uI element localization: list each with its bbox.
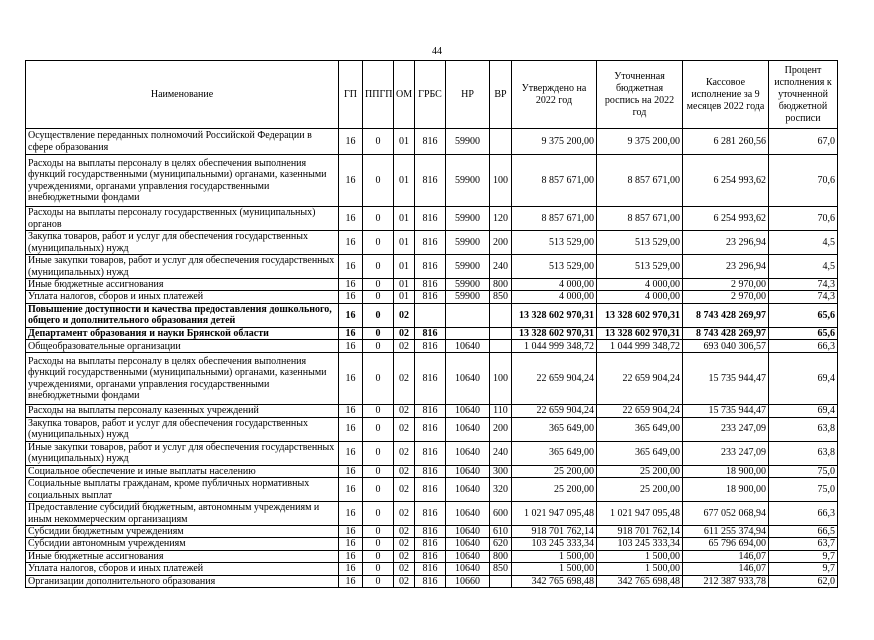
cell-cash: 2 970,00 bbox=[683, 291, 769, 303]
cell-percent: 75,0 bbox=[769, 478, 838, 502]
cell-np: 59900 bbox=[446, 231, 490, 255]
cell-np: 59900 bbox=[446, 255, 490, 279]
cell-om: 02 bbox=[394, 538, 415, 550]
cell-percent: 4,5 bbox=[769, 255, 838, 279]
cell-vr: 240 bbox=[490, 441, 512, 465]
cell-approved: 22 659 904,24 bbox=[512, 405, 597, 417]
cell-gp: 16 bbox=[339, 405, 363, 417]
cell-cash: 65 796 694,00 bbox=[683, 538, 769, 550]
cell-cash: 15 735 944,47 bbox=[683, 405, 769, 417]
cell-vr: 600 bbox=[490, 502, 512, 526]
header-percent: Процент исполнения к уточненной бюджетной росписи bbox=[769, 61, 838, 129]
cell-grbs bbox=[415, 303, 446, 327]
cell-om: 01 bbox=[394, 231, 415, 255]
cell-refined: 1 021 947 095,48 bbox=[597, 502, 683, 526]
table-row bbox=[26, 291, 838, 303]
cell-grbs: 816 bbox=[415, 231, 446, 255]
cell-grbs: 816 bbox=[415, 550, 446, 562]
cell-grbs: 816 bbox=[415, 575, 446, 587]
cell-approved: 1 044 999 348,72 bbox=[512, 340, 597, 353]
cell-name: Общеобразовательные организации bbox=[26, 340, 339, 353]
cell-cash: 15 735 944,47 bbox=[683, 353, 769, 405]
cell-name: Иные закупки товаров, работ и услуг для обеспечения государственных (муниципальных) нужд bbox=[26, 255, 339, 279]
cell-ppgp: 0 bbox=[363, 291, 394, 303]
cell-approved: 13 328 602 970,31 bbox=[512, 327, 597, 339]
header-grbs: ГРБС bbox=[415, 61, 446, 129]
cell-ppgp: 0 bbox=[363, 207, 394, 231]
cell-name: Субсидии автономным учреждениям bbox=[26, 538, 339, 550]
table-row bbox=[26, 550, 838, 562]
cell-cash: 2 970,00 bbox=[683, 279, 769, 291]
cell-om: 02 bbox=[394, 502, 415, 526]
header-ppgp: ППГП bbox=[363, 61, 394, 129]
cell-gp: 16 bbox=[339, 255, 363, 279]
cell-vr: 240 bbox=[490, 255, 512, 279]
cell-grbs: 816 bbox=[415, 538, 446, 550]
cell-cash: 8 743 428 269,97 bbox=[683, 303, 769, 327]
cell-cash: 611 255 374,94 bbox=[683, 526, 769, 538]
header-vr: ВР bbox=[490, 61, 512, 129]
cell-om: 02 bbox=[394, 465, 415, 477]
cell-vr bbox=[490, 327, 512, 339]
table-row bbox=[26, 279, 838, 291]
cell-vr: 320 bbox=[490, 478, 512, 502]
header-row bbox=[26, 61, 838, 129]
cell-gp: 16 bbox=[339, 353, 363, 405]
cell-gp: 16 bbox=[339, 575, 363, 587]
cell-vr bbox=[490, 303, 512, 327]
table-row bbox=[26, 575, 838, 587]
cell-gp: 16 bbox=[339, 465, 363, 477]
cell-approved: 25 200,00 bbox=[512, 478, 597, 502]
cell-cash: 23 296,94 bbox=[683, 231, 769, 255]
cell-cash: 6 281 260,56 bbox=[683, 129, 769, 155]
cell-om: 01 bbox=[394, 255, 415, 279]
cell-approved: 4 000,00 bbox=[512, 291, 597, 303]
cell-grbs: 816 bbox=[415, 291, 446, 303]
cell-ppgp: 0 bbox=[363, 231, 394, 255]
cell-ppgp: 0 bbox=[363, 279, 394, 291]
cell-percent: 74,3 bbox=[769, 279, 838, 291]
cell-name: Расходы на выплаты персоналу государственных (муниципальных) органов bbox=[26, 207, 339, 231]
cell-cash: 146,07 bbox=[683, 550, 769, 562]
cell-approved: 1 021 947 095,48 bbox=[512, 502, 597, 526]
cell-name: Осуществление переданных полномочий Российской Федерации в сфере образования bbox=[26, 129, 339, 155]
cell-np bbox=[446, 303, 490, 327]
cell-percent: 70,6 bbox=[769, 155, 838, 207]
table-row bbox=[26, 417, 838, 441]
cell-np: 10640 bbox=[446, 340, 490, 353]
cell-om: 02 bbox=[394, 340, 415, 353]
cell-refined: 513 529,00 bbox=[597, 255, 683, 279]
cell-np: 10640 bbox=[446, 417, 490, 441]
cell-gp: 16 bbox=[339, 550, 363, 562]
cell-refined: 365 649,00 bbox=[597, 441, 683, 465]
cell-refined: 9 375 200,00 bbox=[597, 129, 683, 155]
cell-refined: 342 765 698,48 bbox=[597, 575, 683, 587]
cell-np: 10640 bbox=[446, 353, 490, 405]
table-row bbox=[26, 563, 838, 575]
cell-gp: 16 bbox=[339, 417, 363, 441]
cell-gp: 16 bbox=[339, 231, 363, 255]
cell-np: 10640 bbox=[446, 502, 490, 526]
cell-vr: 800 bbox=[490, 550, 512, 562]
cell-grbs: 816 bbox=[415, 327, 446, 339]
cell-grbs: 816 bbox=[415, 405, 446, 417]
cell-om: 02 bbox=[394, 353, 415, 405]
cell-ppgp: 0 bbox=[363, 478, 394, 502]
cell-np: 10640 bbox=[446, 526, 490, 538]
cell-cash: 6 254 993,62 bbox=[683, 207, 769, 231]
cell-np: 59900 bbox=[446, 207, 490, 231]
table-row bbox=[26, 526, 838, 538]
cell-np: 59900 bbox=[446, 279, 490, 291]
cell-vr: 620 bbox=[490, 538, 512, 550]
cell-np: 10660 bbox=[446, 575, 490, 587]
cell-om: 01 bbox=[394, 207, 415, 231]
cell-grbs: 816 bbox=[415, 526, 446, 538]
cell-refined: 8 857 671,00 bbox=[597, 207, 683, 231]
cell-name: Организации дополнительного образования bbox=[26, 575, 339, 587]
cell-name: Закупка товаров, работ и услуг для обеспечения государственных (муниципальных) нужд bbox=[26, 231, 339, 255]
cell-percent: 9,7 bbox=[769, 563, 838, 575]
cell-percent: 66,5 bbox=[769, 526, 838, 538]
cell-percent: 4,5 bbox=[769, 231, 838, 255]
cell-approved: 8 857 671,00 bbox=[512, 207, 597, 231]
cell-cash: 146,07 bbox=[683, 563, 769, 575]
cell-om: 02 bbox=[394, 417, 415, 441]
table-body bbox=[26, 129, 838, 588]
cell-grbs: 816 bbox=[415, 207, 446, 231]
header-cash: Кассовое исполнение за 9 месяцев 2022 года bbox=[683, 61, 769, 129]
cell-ppgp: 0 bbox=[363, 129, 394, 155]
cell-name: Предоставление субсидий бюджетным, автономным учреждениям и иным некоммерческим организациям bbox=[26, 502, 339, 526]
cell-name: Иные закупки товаров, работ и услуг для обеспечения государственных (муниципальных) нужд bbox=[26, 441, 339, 465]
cell-percent: 69,4 bbox=[769, 405, 838, 417]
cell-cash: 18 900,00 bbox=[683, 478, 769, 502]
cell-om: 02 bbox=[394, 575, 415, 587]
cell-approved: 342 765 698,48 bbox=[512, 575, 597, 587]
cell-refined: 365 649,00 bbox=[597, 417, 683, 441]
cell-grbs: 816 bbox=[415, 441, 446, 465]
cell-om: 01 bbox=[394, 291, 415, 303]
cell-name: Уплата налогов, сборов и иных платежей bbox=[26, 563, 339, 575]
table-row bbox=[26, 231, 838, 255]
cell-refined: 1 500,00 bbox=[597, 550, 683, 562]
cell-approved: 103 245 333,34 bbox=[512, 538, 597, 550]
table-row bbox=[26, 303, 838, 327]
cell-cash: 677 052 068,94 bbox=[683, 502, 769, 526]
cell-refined: 103 245 333,34 bbox=[597, 538, 683, 550]
cell-gp: 16 bbox=[339, 526, 363, 538]
cell-name: Субсидии бюджетным учреждениям bbox=[26, 526, 339, 538]
cell-refined: 13 328 602 970,31 bbox=[597, 303, 683, 327]
cell-ppgp: 0 bbox=[363, 405, 394, 417]
cell-vr: 850 bbox=[490, 563, 512, 575]
cell-ppgp: 0 bbox=[363, 563, 394, 575]
cell-gp: 16 bbox=[339, 563, 363, 575]
header-refined: Уточненная бюджетная роспись на 2022 год bbox=[597, 61, 683, 129]
cell-refined: 1 044 999 348,72 bbox=[597, 340, 683, 353]
cell-np: 10640 bbox=[446, 563, 490, 575]
cell-np: 59900 bbox=[446, 291, 490, 303]
cell-name: Закупка товаров, работ и услуг для обеспечения государственных (муниципальных) нужд bbox=[26, 417, 339, 441]
cell-name: Расходы на выплаты персоналу в целях обеспечения выполнения функций государственными (муниципальными) органами, казенными учреждениями, органами управления государственными внебюджетными фондами bbox=[26, 353, 339, 405]
cell-om: 02 bbox=[394, 405, 415, 417]
cell-cash: 233 247,09 bbox=[683, 417, 769, 441]
cell-om: 01 bbox=[394, 279, 415, 291]
cell-np bbox=[446, 327, 490, 339]
cell-om: 02 bbox=[394, 327, 415, 339]
table-row bbox=[26, 405, 838, 417]
cell-vr bbox=[490, 129, 512, 155]
cell-refined: 1 500,00 bbox=[597, 563, 683, 575]
cell-grbs: 816 bbox=[415, 502, 446, 526]
cell-refined: 25 200,00 bbox=[597, 478, 683, 502]
cell-np: 10640 bbox=[446, 405, 490, 417]
cell-approved: 1 500,00 bbox=[512, 563, 597, 575]
cell-percent: 66,3 bbox=[769, 340, 838, 353]
cell-name: Повышение доступности и качества предоставления дошкольного, общего и дополнительного образования детей bbox=[26, 303, 339, 327]
cell-vr: 200 bbox=[490, 417, 512, 441]
cell-ppgp: 0 bbox=[363, 526, 394, 538]
cell-ppgp: 0 bbox=[363, 255, 394, 279]
table-row bbox=[26, 441, 838, 465]
cell-ppgp: 0 bbox=[363, 502, 394, 526]
cell-ppgp: 0 bbox=[363, 575, 394, 587]
cell-ppgp: 0 bbox=[363, 538, 394, 550]
cell-percent: 69,4 bbox=[769, 353, 838, 405]
cell-percent: 9,7 bbox=[769, 550, 838, 562]
cell-gp: 16 bbox=[339, 291, 363, 303]
table-row bbox=[26, 155, 838, 207]
cell-refined: 13 328 602 970,31 bbox=[597, 327, 683, 339]
cell-approved: 513 529,00 bbox=[512, 255, 597, 279]
cell-percent: 66,3 bbox=[769, 502, 838, 526]
cell-refined: 22 659 904,24 bbox=[597, 353, 683, 405]
cell-vr bbox=[490, 340, 512, 353]
cell-gp: 16 bbox=[339, 538, 363, 550]
cell-vr: 120 bbox=[490, 207, 512, 231]
table-row bbox=[26, 465, 838, 477]
cell-ppgp: 0 bbox=[363, 155, 394, 207]
cell-cash: 212 387 933,78 bbox=[683, 575, 769, 587]
cell-percent: 62,0 bbox=[769, 575, 838, 587]
cell-grbs: 816 bbox=[415, 417, 446, 441]
cell-refined: 8 857 671,00 bbox=[597, 155, 683, 207]
cell-approved: 4 000,00 bbox=[512, 279, 597, 291]
cell-np: 59900 bbox=[446, 129, 490, 155]
cell-om: 02 bbox=[394, 478, 415, 502]
cell-vr bbox=[490, 575, 512, 587]
cell-name: Уплата налогов, сборов и иных платежей bbox=[26, 291, 339, 303]
page-number: 44 bbox=[432, 46, 442, 57]
cell-percent: 65,6 bbox=[769, 303, 838, 327]
header-gp: ГП bbox=[339, 61, 363, 129]
cell-gp: 16 bbox=[339, 441, 363, 465]
cell-percent: 63,7 bbox=[769, 538, 838, 550]
cell-refined: 918 701 762,14 bbox=[597, 526, 683, 538]
cell-grbs: 816 bbox=[415, 353, 446, 405]
cell-approved: 8 857 671,00 bbox=[512, 155, 597, 207]
cell-refined: 4 000,00 bbox=[597, 291, 683, 303]
cell-refined: 513 529,00 bbox=[597, 231, 683, 255]
table-row bbox=[26, 478, 838, 502]
cell-approved: 25 200,00 bbox=[512, 465, 597, 477]
cell-cash: 693 040 306,57 bbox=[683, 340, 769, 353]
cell-grbs: 816 bbox=[415, 465, 446, 477]
cell-np: 10640 bbox=[446, 441, 490, 465]
cell-name: Расходы на выплаты персоналу казенных учреждений bbox=[26, 405, 339, 417]
cell-om: 02 bbox=[394, 526, 415, 538]
cell-cash: 18 900,00 bbox=[683, 465, 769, 477]
cell-vr: 850 bbox=[490, 291, 512, 303]
cell-gp: 16 bbox=[339, 502, 363, 526]
cell-om: 01 bbox=[394, 129, 415, 155]
cell-ppgp: 0 bbox=[363, 340, 394, 353]
cell-vr: 800 bbox=[490, 279, 512, 291]
cell-approved: 9 375 200,00 bbox=[512, 129, 597, 155]
table-row bbox=[26, 538, 838, 550]
cell-vr: 300 bbox=[490, 465, 512, 477]
table-row bbox=[26, 207, 838, 231]
cell-ppgp: 0 bbox=[363, 417, 394, 441]
cell-ppgp: 0 bbox=[363, 353, 394, 405]
budget-table bbox=[25, 60, 838, 588]
cell-vr: 200 bbox=[490, 231, 512, 255]
cell-name: Иные бюджетные ассигнования bbox=[26, 550, 339, 562]
table-row bbox=[26, 340, 838, 353]
cell-gp: 16 bbox=[339, 155, 363, 207]
cell-ppgp: 0 bbox=[363, 303, 394, 327]
cell-vr: 110 bbox=[490, 405, 512, 417]
table-row bbox=[26, 129, 838, 155]
cell-percent: 63,8 bbox=[769, 441, 838, 465]
cell-np: 10640 bbox=[446, 478, 490, 502]
cell-name: Социальные выплаты гражданам, кроме публичных нормативных социальных выплат bbox=[26, 478, 339, 502]
cell-approved: 513 529,00 bbox=[512, 231, 597, 255]
cell-cash: 8 743 428 269,97 bbox=[683, 327, 769, 339]
cell-cash: 233 247,09 bbox=[683, 441, 769, 465]
cell-grbs: 816 bbox=[415, 478, 446, 502]
cell-refined: 22 659 904,24 bbox=[597, 405, 683, 417]
cell-om: 01 bbox=[394, 155, 415, 207]
cell-om: 02 bbox=[394, 303, 415, 327]
cell-ppgp: 0 bbox=[363, 441, 394, 465]
cell-name: Социальное обеспечение и иные выплаты населению bbox=[26, 465, 339, 477]
cell-grbs: 816 bbox=[415, 129, 446, 155]
header-np: НР bbox=[446, 61, 490, 129]
cell-percent: 67,0 bbox=[769, 129, 838, 155]
table-row bbox=[26, 255, 838, 279]
cell-vr: 610 bbox=[490, 526, 512, 538]
cell-gp: 16 bbox=[339, 478, 363, 502]
cell-percent: 70,6 bbox=[769, 207, 838, 231]
cell-refined: 25 200,00 bbox=[597, 465, 683, 477]
cell-name: Иные бюджетные ассигнования bbox=[26, 279, 339, 291]
cell-approved: 365 649,00 bbox=[512, 441, 597, 465]
cell-grbs: 816 bbox=[415, 255, 446, 279]
cell-gp: 16 bbox=[339, 340, 363, 353]
cell-np: 10640 bbox=[446, 550, 490, 562]
cell-cash: 6 254 993,62 bbox=[683, 155, 769, 207]
cell-np: 59900 bbox=[446, 155, 490, 207]
cell-grbs: 816 bbox=[415, 155, 446, 207]
cell-approved: 22 659 904,24 bbox=[512, 353, 597, 405]
cell-approved: 918 701 762,14 bbox=[512, 526, 597, 538]
header-name: Наименование bbox=[26, 61, 339, 129]
cell-percent: 63,8 bbox=[769, 417, 838, 441]
table-row bbox=[26, 502, 838, 526]
cell-vr: 100 bbox=[490, 155, 512, 207]
cell-name: Расходы на выплаты персоналу в целях обеспечения выполнения функций государственными (муниципальными) органами, казенными учреждениями, органами управления государственными внебюджетными фондами bbox=[26, 155, 339, 207]
cell-om: 02 bbox=[394, 563, 415, 575]
header-om: ОМ bbox=[394, 61, 415, 129]
cell-gp: 16 bbox=[339, 129, 363, 155]
table-row bbox=[26, 327, 838, 339]
cell-percent: 74,3 bbox=[769, 291, 838, 303]
cell-gp: 16 bbox=[339, 279, 363, 291]
cell-name: Департамент образования и науки Брянской области bbox=[26, 327, 339, 339]
cell-grbs: 816 bbox=[415, 563, 446, 575]
cell-percent: 65,6 bbox=[769, 327, 838, 339]
cell-np: 10640 bbox=[446, 538, 490, 550]
cell-ppgp: 0 bbox=[363, 465, 394, 477]
cell-approved: 1 500,00 bbox=[512, 550, 597, 562]
cell-approved: 365 649,00 bbox=[512, 417, 597, 441]
cell-cash: 23 296,94 bbox=[683, 255, 769, 279]
cell-refined: 4 000,00 bbox=[597, 279, 683, 291]
cell-vr: 100 bbox=[490, 353, 512, 405]
cell-om: 02 bbox=[394, 550, 415, 562]
cell-grbs: 816 bbox=[415, 279, 446, 291]
cell-ppgp: 0 bbox=[363, 327, 394, 339]
cell-np: 10640 bbox=[446, 465, 490, 477]
cell-percent: 75,0 bbox=[769, 465, 838, 477]
cell-grbs: 816 bbox=[415, 340, 446, 353]
cell-gp: 16 bbox=[339, 207, 363, 231]
cell-gp: 16 bbox=[339, 327, 363, 339]
cell-gp: 16 bbox=[339, 303, 363, 327]
cell-om: 02 bbox=[394, 441, 415, 465]
header-approved: Утверждено на 2022 год bbox=[512, 61, 597, 129]
cell-approved: 13 328 602 970,31 bbox=[512, 303, 597, 327]
cell-ppgp: 0 bbox=[363, 550, 394, 562]
table-row bbox=[26, 353, 838, 405]
